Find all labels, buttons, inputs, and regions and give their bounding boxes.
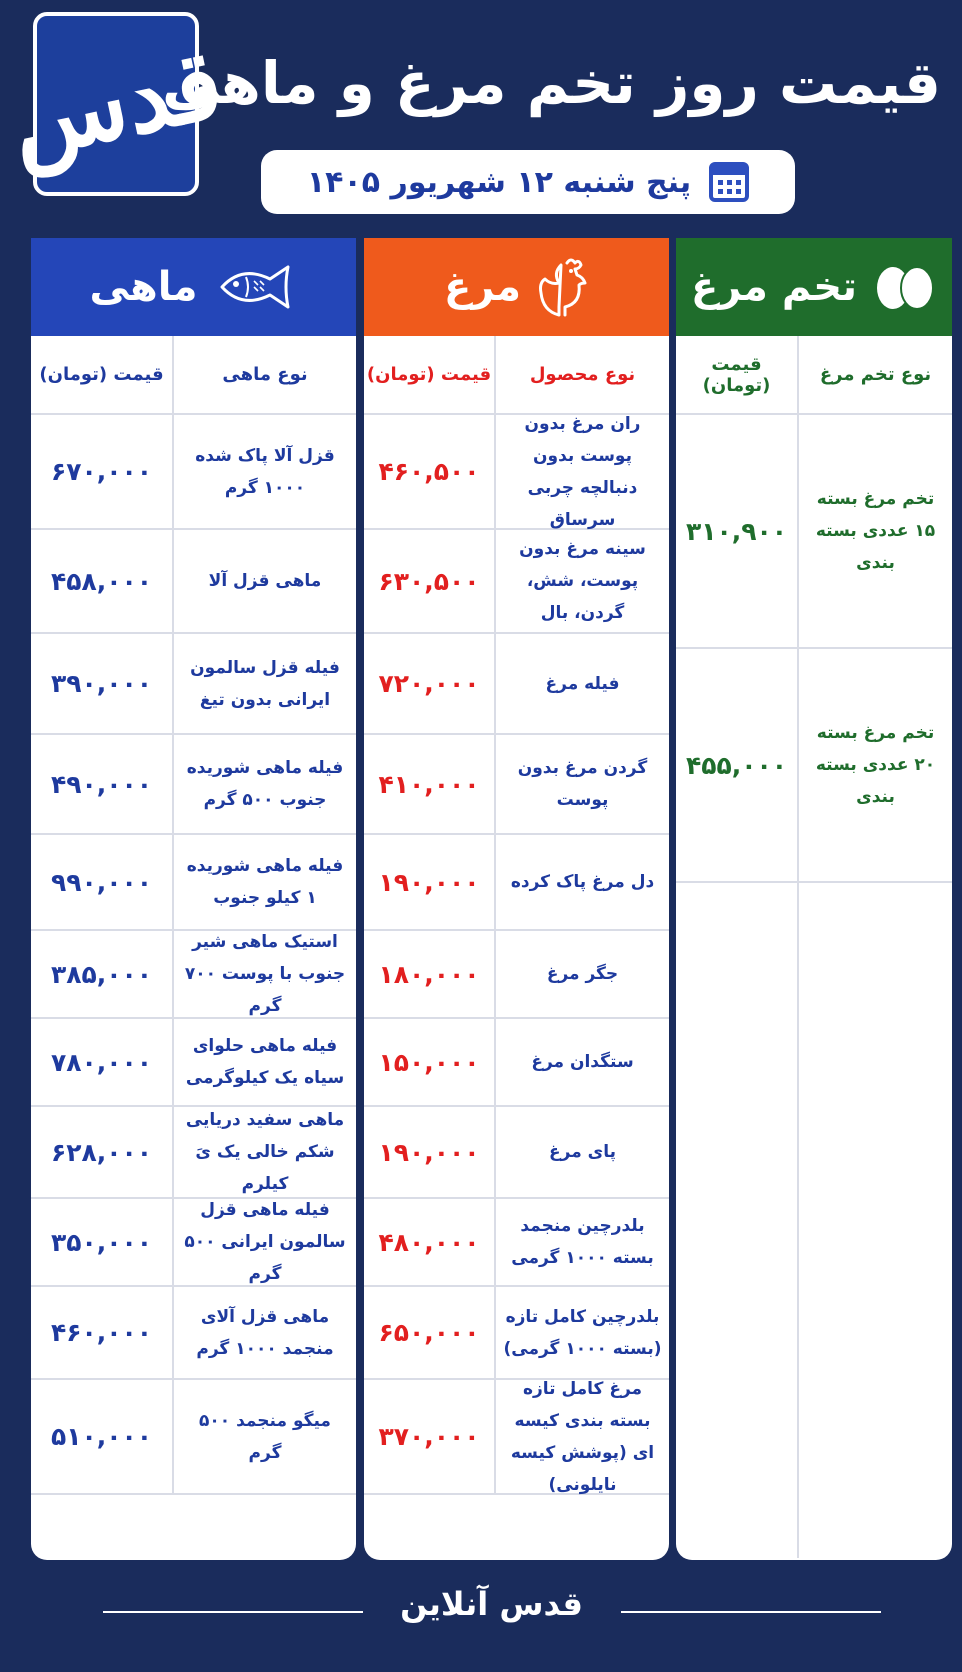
fish-icon [214, 263, 298, 311]
table-row [31, 1019, 356, 1107]
chicken-type: جگر مرغ [494, 931, 669, 1017]
chicken-type: پای مرغ [494, 1107, 669, 1197]
chicken-header-label: مرغ [444, 264, 521, 310]
table-row [364, 634, 669, 735]
fish-price: ۳۹۰,۰۰۰ [50, 669, 153, 698]
fish-price: ۴۶۰,۰۰۰ [50, 1318, 153, 1347]
chicken-price: ۶۵۰,۰۰۰ [378, 1318, 480, 1347]
fish-price: ۳۸۵,۰۰۰ [50, 959, 153, 989]
chicken-price: ۱۵۰,۰۰۰ [378, 1047, 480, 1077]
date-box [261, 150, 795, 214]
table-row [676, 649, 952, 883]
egg-type: تخم مرغ بسته ۱۵ عددی بسته بندی [797, 415, 952, 647]
chicken-price: ۳۷۰,۰۰۰ [378, 1422, 480, 1451]
chicken-type: سینه مرغ بدون پوست، شش، گردن، بال [494, 530, 669, 632]
chicken-type: بلدرچین کامل تازه (بسته ۱۰۰۰ گرمی) [494, 1287, 669, 1378]
table-row [364, 1380, 669, 1495]
col-price-header: قیمت (تومان) [39, 364, 164, 385]
table-row [364, 1287, 669, 1380]
chicken-type: ستگدان مرغ [494, 1019, 669, 1105]
chicken-header [364, 238, 669, 336]
page-title: قیمت روز تخم مرغ و ماهی [161, 49, 941, 117]
chicken-price: ۴۱۰,۰۰۰ [378, 769, 480, 799]
table-row [31, 530, 356, 634]
table-row [364, 530, 669, 634]
eggs-empty-area [676, 883, 952, 1558]
fish-type: ماهی سفید دریایی شکم خالی یک یَ کیلرم [172, 1107, 356, 1197]
table-row [31, 415, 356, 530]
fish-type: میگو منجمد ۵۰۰ گرم [172, 1380, 356, 1493]
table-row [364, 931, 669, 1019]
chicken-type: مرغ کامل تازه بسته بندی کیسه ای (پوشش کیسه نایلونی) [494, 1380, 669, 1493]
fish-price: ۴۹۰,۰۰۰ [50, 769, 153, 799]
chicken-price: ۱۹۰,۰۰۰ [378, 867, 480, 897]
fish-price: ۵۱۰,۰۰۰ [50, 1422, 153, 1451]
eggs-header-label: تخم مرغ [690, 264, 858, 310]
col-type-header: نوع تخم مرغ [797, 336, 952, 413]
fish-price: ۳۵۰,۰۰۰ [50, 1227, 153, 1257]
fish-price: ۴۵۸,۰۰۰ [50, 566, 153, 596]
chicken-price: ۴۸۰,۰۰۰ [378, 1227, 480, 1257]
table-row [31, 1107, 356, 1199]
fish-type: قزل آلا پاک شده ۱۰۰۰ گرم [172, 415, 356, 528]
table-row [31, 1287, 356, 1380]
chicken-type: ران مرغ بدون پوست بدون دنبالچه چربی سرساق [494, 415, 669, 528]
fish-type: فیله ماهی شوریده جنوب ۵۰۰ گرم [172, 735, 356, 833]
chicken-panel [364, 238, 669, 1560]
calendar-icon [709, 162, 749, 202]
logo-text: قدس [0, 26, 233, 181]
fish-header [31, 238, 356, 336]
chicken-icon [537, 257, 589, 317]
chicken-type: دل مرغ پاک کرده [494, 835, 669, 929]
chicken-price: ۱۸۰,۰۰۰ [378, 959, 480, 989]
chicken-type: بلدرچین منجمد بسته ۱۰۰۰ گرمی [494, 1199, 669, 1285]
table-row [364, 835, 669, 931]
col-price-header: قیمت (تومان) [702, 353, 771, 396]
col-price-header: قیمت (تومان) [366, 364, 492, 385]
fish-header-label: ماهی [89, 264, 198, 310]
fish-type: ماهی قزل آلا [172, 530, 356, 632]
fish-price: ۷۸۰,۰۰۰ [50, 1047, 153, 1077]
fish-price: ۶۷۰,۰۰۰ [50, 457, 153, 486]
eggs-column-headers [676, 336, 952, 415]
table-row [31, 634, 356, 735]
table-row [364, 1199, 669, 1287]
egg-price: ۳۱۰,۹۰۰ [685, 516, 788, 546]
table-row [31, 931, 356, 1019]
chicken-price: ۷۲۰,۰۰۰ [378, 669, 480, 698]
chicken-price: ۱۹۰,۰۰۰ [378, 1137, 480, 1167]
fish-price: ۶۲۸,۰۰۰ [50, 1137, 153, 1167]
fish-panel [31, 238, 356, 1560]
fish-type: فیله ماهی شوریده ۱ کیلو جنوب [172, 835, 356, 929]
fish-column-headers [31, 336, 356, 415]
table-row [364, 1107, 669, 1199]
table-row [364, 735, 669, 835]
fish-type: استیک ماهی شیر جنوب با پوست ۷۰۰ گرم [172, 931, 356, 1017]
egg-type: تخم مرغ بسته ۲۰ عددی بسته بندی [797, 649, 952, 881]
eggs-panel [676, 238, 952, 1560]
fish-price: ۹۹۰,۰۰۰ [50, 867, 153, 897]
fish-type: فیله ماهی حلوای سیاه یک کیلوگرمی [172, 1019, 356, 1105]
chicken-type: فیله مرغ [494, 634, 669, 733]
table-row [31, 735, 356, 835]
fish-type: فیله قزل سالمون ایرانی بدون تیغ [172, 634, 356, 733]
fish-type: فیله ماهی قزل سالمون ایرانی ۵۰۰ گرم [172, 1199, 356, 1285]
table-row [676, 415, 952, 649]
table-row [364, 415, 669, 530]
table-row [364, 1019, 669, 1107]
chicken-price: ۶۳۰,۵۰۰ [378, 566, 480, 596]
col-type-header: نوع محصول [494, 336, 669, 413]
chicken-column-headers [364, 336, 669, 415]
table-row [31, 1380, 356, 1495]
chicken-price: ۴۶۰,۵۰۰ [378, 457, 480, 486]
date-text: پنج شنبه ۱۲ شهریور ۱۴۰۵ [306, 164, 692, 200]
eggs-icon [873, 262, 937, 312]
fish-type: ماهی قزل آلای منجمد ۱۰۰۰ گرم [172, 1287, 356, 1378]
footer-brand: قدس آنلاین [400, 1585, 583, 1623]
col-type-header: نوع ماهی [172, 336, 356, 413]
table-row [31, 1199, 356, 1287]
table-row [31, 835, 356, 931]
eggs-header [676, 238, 952, 336]
egg-price: ۴۵۵,۰۰۰ [685, 750, 788, 780]
chicken-type: گردن مرغ بدون پوست [494, 735, 669, 833]
